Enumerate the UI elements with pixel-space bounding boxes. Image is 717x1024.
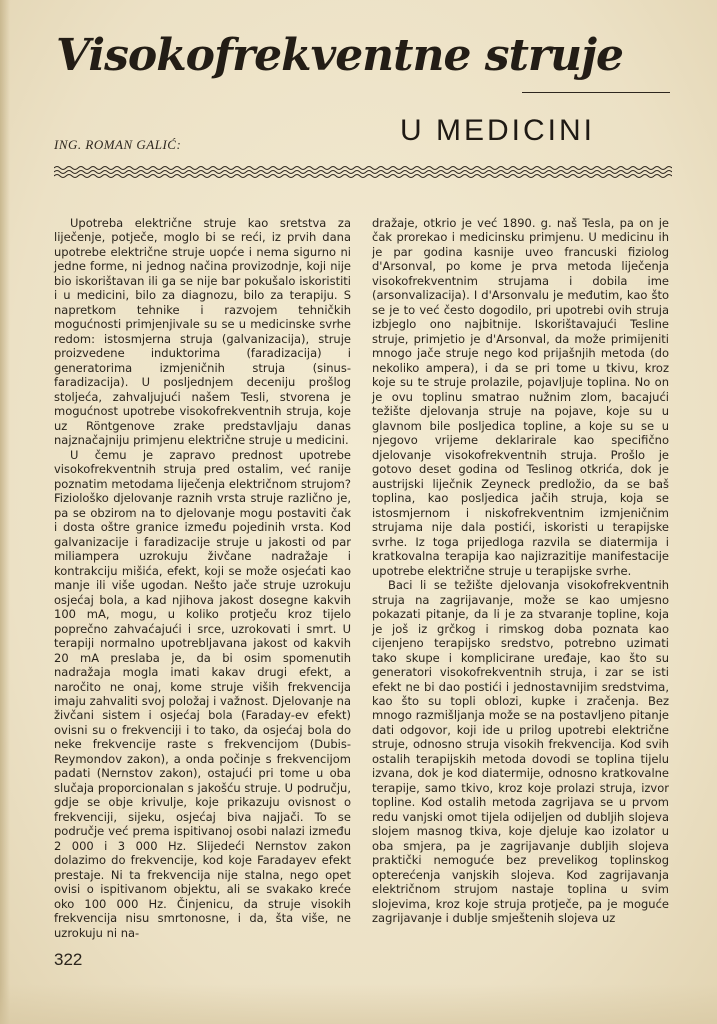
page-edge-shadow [0, 0, 10, 1024]
paragraph: Baci li se težište djelovanja visokofrekventnih struja na zagrijavanje, može se kao umjesno pokazati pitanje, da li je za stvaranje topline, koja je još iz grčkog i rimskog doba poznata kao cijenjeno terapijsko sredstvo, potrebno uzimati tako skupe i komplicirane uređaje, kao što su generatori visokofrekventnih struja, i zar se isti efekt ne bi dao postići i jednostavnijim sredstvima, kao što su topli oblozi, kupke i zračenja. Bez mnogo razmišljanja može se na postavljeno pitanje dati odgovor, koji ide u prilog upotrebi električne struje, odnosno struja visokih frekvencija. Kod svih ostalih terapijskih metoda dovodi se toplina tijelu izvana, dok je kod diatermije, odnosno kratkovalne terapije, samo tkivo, kroz koje prolazi struja, izvor topline. Kod ostalih metoda zagrijava se u prvom redu vanjski omot tijela odijeljen od dubljih slojeva slojem masnog tkiva, koje djeluje kao izolator u oba smjera, pa je zagrijavanje dubljih slojeva praktički nemoguće bez prevelikog toplinskog opterećenja vanjskih slojeva. Kod zagrijavanja električnom strujom nastaje toplina u svim slojevima, kroz koje struja protječe, pa je moguće zagrijavanje i dublje smještenih slojeva uz [372, 578, 669, 926]
paragraph: Upotreba električne struje kao sretstva za liječenje, potječe, moglo bi se reći, iz prvih dana upotrebe električne struje uopće i nema sigurno ni jedne forme, ni jednog načina provizodnje, koji nije bio iskorištavan ili ga se nije bar pokušalo iskoristiti i u medicini, bilo za diagnozu, bilo za terapiju. S napretkom tehnike i razvojem tehničkih mogućnosti primjenjivale su se u medicinske svrhe redom: istosmjerna struja (galvanizacija), struje proizvedene induktorima (faradizacija) i generatorima izmjeničnih struja (sinus-faradizacija). U posljednjem deceniju prošlog stoljeća, zahvaljujući našem Tesli, stvorena je mogućnost upotrebe visokofrekventnih struja, koje uz Röntgenove zrake predstavljaju danas najznačajniju primjenu električne struje u medicini. [54, 216, 351, 448]
article-column-right [372, 216, 669, 926]
article-title-sub: U MEDICINI [400, 114, 595, 147]
article-column-left [54, 216, 351, 940]
article-author: ING. ROMAN GALIĆ: [54, 137, 182, 152]
page-bottom-tint [0, 984, 717, 1024]
paragraph: dražaje, otkrio je već 1890. g. naš Tesla, pa on je čak prorekao i medicinsku primjenu. U medicinu ih je par godina kasnije uveo francuski fiziolog d'Arsonval, po kome je prva metoda liječenja visokofrekventnim strujama i dobila ime (arsonvalizacija). I d'Arsonvalu je međutim, kao što se je to već često dogodilo, pri upotrebi ovih struja izbjeglo ono najbitnije. Iskorištavajući Tesline struje, primjetio je d'Arsonval, da može primijeniti mnogo jače struje nego kod prijašnjih metoda (do nekoliko ampera), i da se pri tome u tkivu, kroz koje su te struje prolazile, pojavljuje toplina. No on je ovu toplinu smatrao nužnim zlom, bacajući težište djelovanja struje na pojave, koje su u glavnom bile posljedica topline, a koje su se u njegovo vrijeme deklarirale kao specifično djelovanje visokofrekventnih struja. Prošlo je gotovo deset godina od Teslinog otkrića, dok je austrijski liječnik Zeyneck predložio, da se baš toplina, kao posljedica jačih struja, koja se istosmjernom i niskofrekventnim izmjeničnim strujama nije dala postići, iskoristi u terapijske svrhe. Iz toga prijedloga razvila se diatermija i kratkovalna terapija kao najizrazitije manifestacije upotrebe električne struje u terapijske svrhe. [372, 216, 669, 578]
paragraph: U čemu je zapravo prednost upotrebe visokofrekventnih struja pred ostalim, već ranije poznatim metodama liječenja električnom strujom? Fiziološko djelovanje raznih vrsta struje različno je, pa se obzirom na to djelovanje mogu postaviti čak i dosta oštre granice između pojedinih vrsta. Kod galvanizacije i faradizacije struje u jakosti od par miliampera uzrokuju živčane nadražaje i kontrakciju mišića, efekt, koji se može osjećati kao manje ili više ugodan. Nešto jače struje uzrokuju osjećaj bola, a kad njihova jakost dosegne kakvih 100 mA, mogu, u koliko protječu kroz tijelo poprečno zahvaćajući i srce, uzrokovati i smrt. U terapiji normalno upotrebljavana jakost od kakvih 20 mA preslaba je, da bi osim spomenutih nadražaja mogla imati kakav drugi efekt, a naročito ne onaj, kome struje viših frekvencija imaju zahvaliti svoj položaj i važnost. Djelovanje na živčani sistem i osjećaj bola (Faraday-ev efekt) ovisni su o frekvenciji i to tako, da osjećaj bola do neke frekvencije raste s frekvencijom (Dubis-Reymondov zakon), a onda počinje s frekvencijom padati (Nernstov zakon), ostajući pri tome u oba slučaja proporcionalan s jakošću struje. U području, gdje se obje krivulje, koje prikazuju ovisnost o frekvenciji, sijeku, osjećaj biva najjači. To se područje već prema ispitivanoj osobi nalazi između 2 000 i 3 000 Hz. Slijedeći Nernstov zakon dolazimo do frekvencije, kod koje Faradayev efekt prestaje. Ni ta frekvencija nije stalna, nego opet ovisi o ispitivanom objektu, ali se svakako kreće oko 100 000 Hz. Činjenicu, da struje visokih frekvencija nisu smrtonosne, i da, šta više, ne uzrokuju ni na- [54, 447, 351, 940]
title-rule-line [522, 92, 670, 93]
decorative-wavy-rule [54, 164, 672, 180]
article-title-script: Visokofrekventne struje [56, 30, 623, 81]
page-number: 322 [54, 950, 83, 969]
